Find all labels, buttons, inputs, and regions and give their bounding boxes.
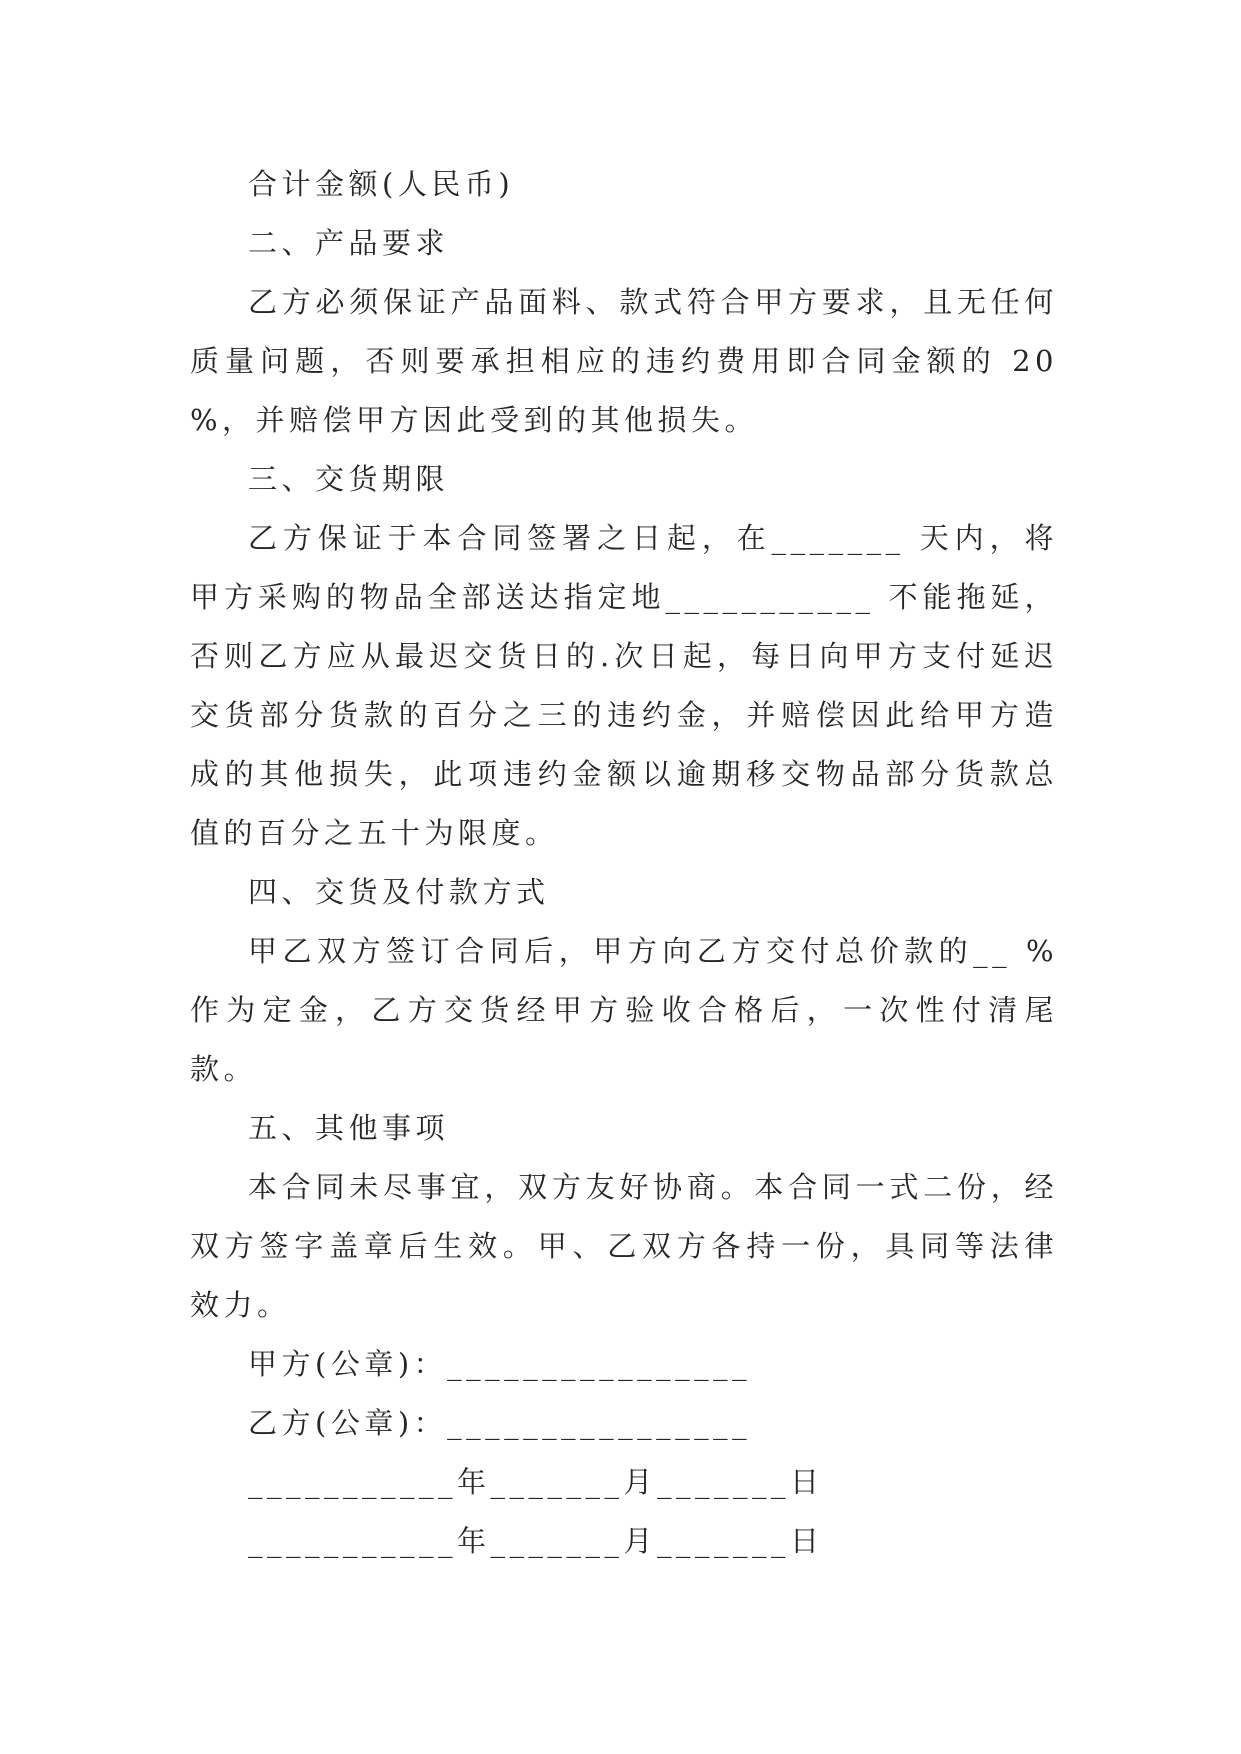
party-a-signature: 甲方(公章)：________________ (248, 1347, 752, 1381)
section-2-body: 乙方必须保证产品面料、款式符合甲方要求，且无任何质量问题，否则要承担相应的违约费用即合同金额的 20 %，并赔偿甲方因此受到的其他损失。 (190, 285, 1058, 437)
total-amount-label: 合计金额(人民币) (248, 167, 515, 201)
date-line-b: ___________年_______月_______日 (248, 1524, 824, 1558)
section-3-body: 乙方保证于本合同签署之日起，在_______ 天内，将甲方采购的物品全部送达指定地___________ 不能拖延，否则乙方应从最迟交货日的.次日起，每日向甲方支付延迟交货部分货款的百分之三的违约金，并赔偿因此给甲方造成的其他损失，此项违约金额以逾期移交物品部分货款总值的百分之五十为限度。 (190, 521, 1058, 850)
section-5-body: 本合同未尽事宜，双方友好协商。本合同一式二份，经双方签字盖章后生效。甲、乙双方各持一份，具同等法律效力。 (190, 1170, 1058, 1322)
section-5-title: 五、其他事项 (248, 1111, 450, 1145)
contract-content (190, 155, 1058, 1571)
section-4-body: 甲乙双方签订合同后，甲方向乙方交付总价款的__ %作为定金，乙方交货经甲方验收合格后，一次性付清尾款。 (190, 934, 1058, 1086)
party-b-signature: 乙方(公章)：________________ (248, 1406, 752, 1440)
section-2-title: 二、产品要求 (248, 226, 450, 260)
date-line-a: ___________年_______月_______日 (248, 1465, 824, 1499)
section-4-title: 四、交货及付款方式 (248, 875, 550, 909)
section-3-title: 三、交货期限 (248, 462, 450, 496)
